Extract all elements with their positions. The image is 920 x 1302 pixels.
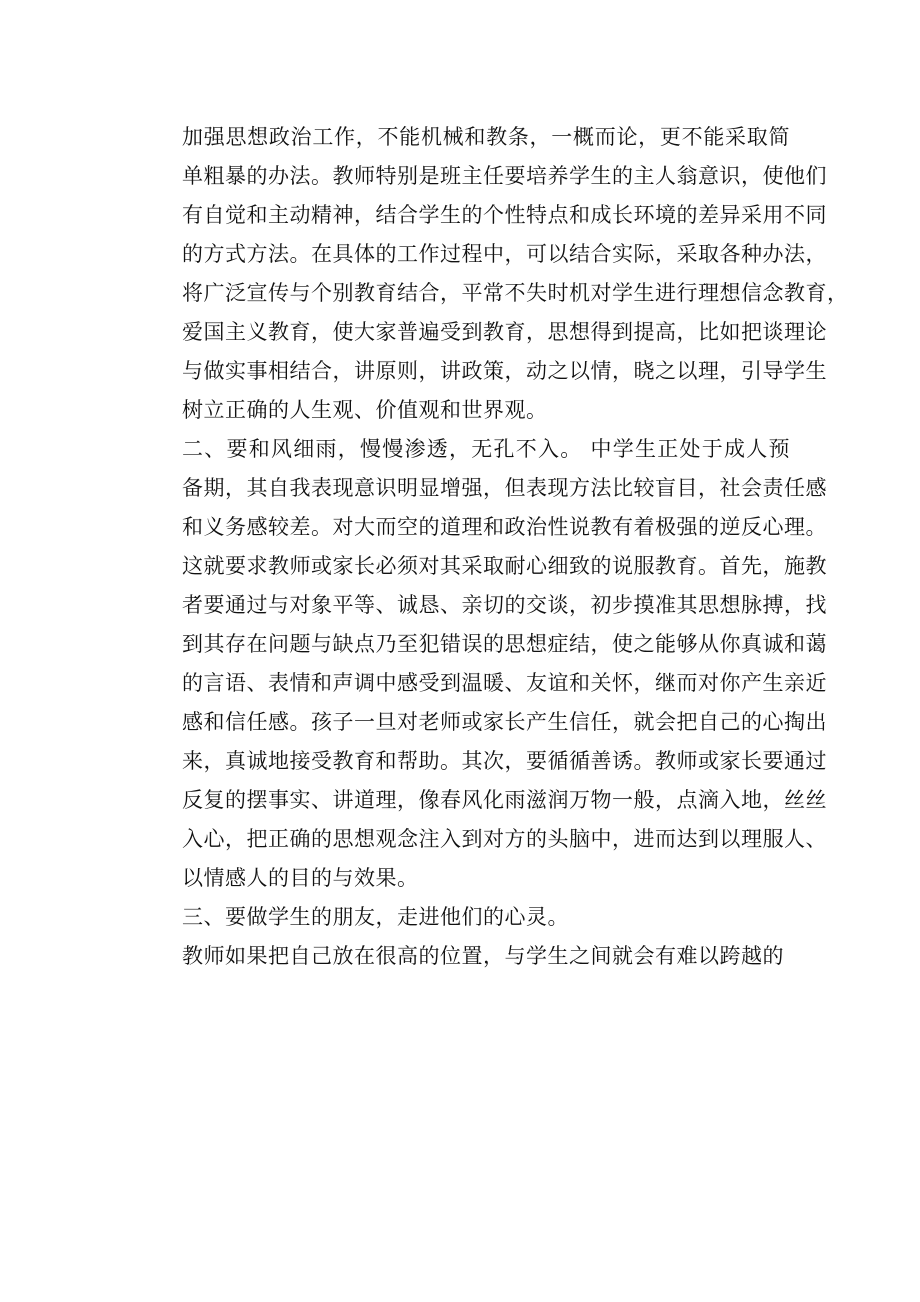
- text-line: 单粗暴的办法。教师特别是班主任要培养学生的主人翁意识，使他们: [182, 164, 827, 188]
- text-line: 到其存在问题与缺点乃至犯错误的思想症结，使之能够从你真诚和蔼: [182, 632, 827, 656]
- text-line: 有自觉和主动精神，结合学生的个性特点和成长环境的差异采用不同: [182, 203, 827, 227]
- paragraph-2: [140, 430, 827, 898]
- text-line: 备期，其自我表现意识明显增强，但表现方法比较盲目，社会责任感: [182, 476, 827, 500]
- text-line: 树立正确的人生观、价值观和世界观。: [182, 398, 548, 422]
- text-line: 来，真诚地接受教育和帮助。其次，要循循善诱。教师或家长要通过: [182, 749, 827, 773]
- paragraph-1: [140, 118, 849, 430]
- section-heading-3: [140, 898, 790, 937]
- text-line: 入心，把正确的思想观念注入到对方的头脑中，进而达到以理服人、: [182, 827, 827, 851]
- text-line: 反复的摆事实、讲道理，像春风化雨滋润万物一般，点滴入地，丝丝: [182, 788, 827, 812]
- text-line: 三、要做学生的朋友，走进他们的心灵。: [182, 905, 569, 929]
- text-line: 感和信任感。孩子一旦对老师或家长产生信任，就会把自己的心掏出: [182, 710, 827, 734]
- text-line: 加强思想政治工作，不能机械和教条，一概而论，更不能采取简: [182, 125, 790, 149]
- text-line: 这就要求教师或家长必须对其采取耐心细致的说服教育。首先，施教: [182, 554, 827, 578]
- text-line: 者要通过与对象平等、诚恳、亲切的交谈，初步摸准其思想脉搏，找: [182, 593, 827, 617]
- paragraph-4: [140, 937, 790, 976]
- document-body: [140, 118, 849, 976]
- text-line: 的方式方法。在具体的工作过程中，可以结合实际，采取各种办法，: [182, 242, 827, 266]
- text-line: 爱国主义教育，使大家普遍受到教育，思想得到提高，比如把谈理论: [182, 320, 827, 344]
- text-line: 的言语、表情和声调中感受到温暖、友谊和关怀，继而对你产生亲近: [182, 671, 827, 695]
- text-line: 将广泛宣传与个别教育结合，平常不失时机对学生进行理想信念教育，: [182, 281, 849, 305]
- text-line: 以情感人的目的与效果。: [182, 866, 419, 890]
- text-line: 二、要和风细雨，慢慢渗透，无孔不入。 中学生正处于成人预: [182, 437, 790, 461]
- text-line: 与做实事相结合，讲原则，讲政策，动之以情，晓之以理，引导学生: [182, 359, 827, 383]
- text-line: 和义务感较差。对大而空的道理和政治性说教有着极强的逆反心理。: [182, 515, 827, 539]
- text-line: 教师如果把自己放在很高的位置，与学生之间就会有难以跨越的: [182, 944, 784, 968]
